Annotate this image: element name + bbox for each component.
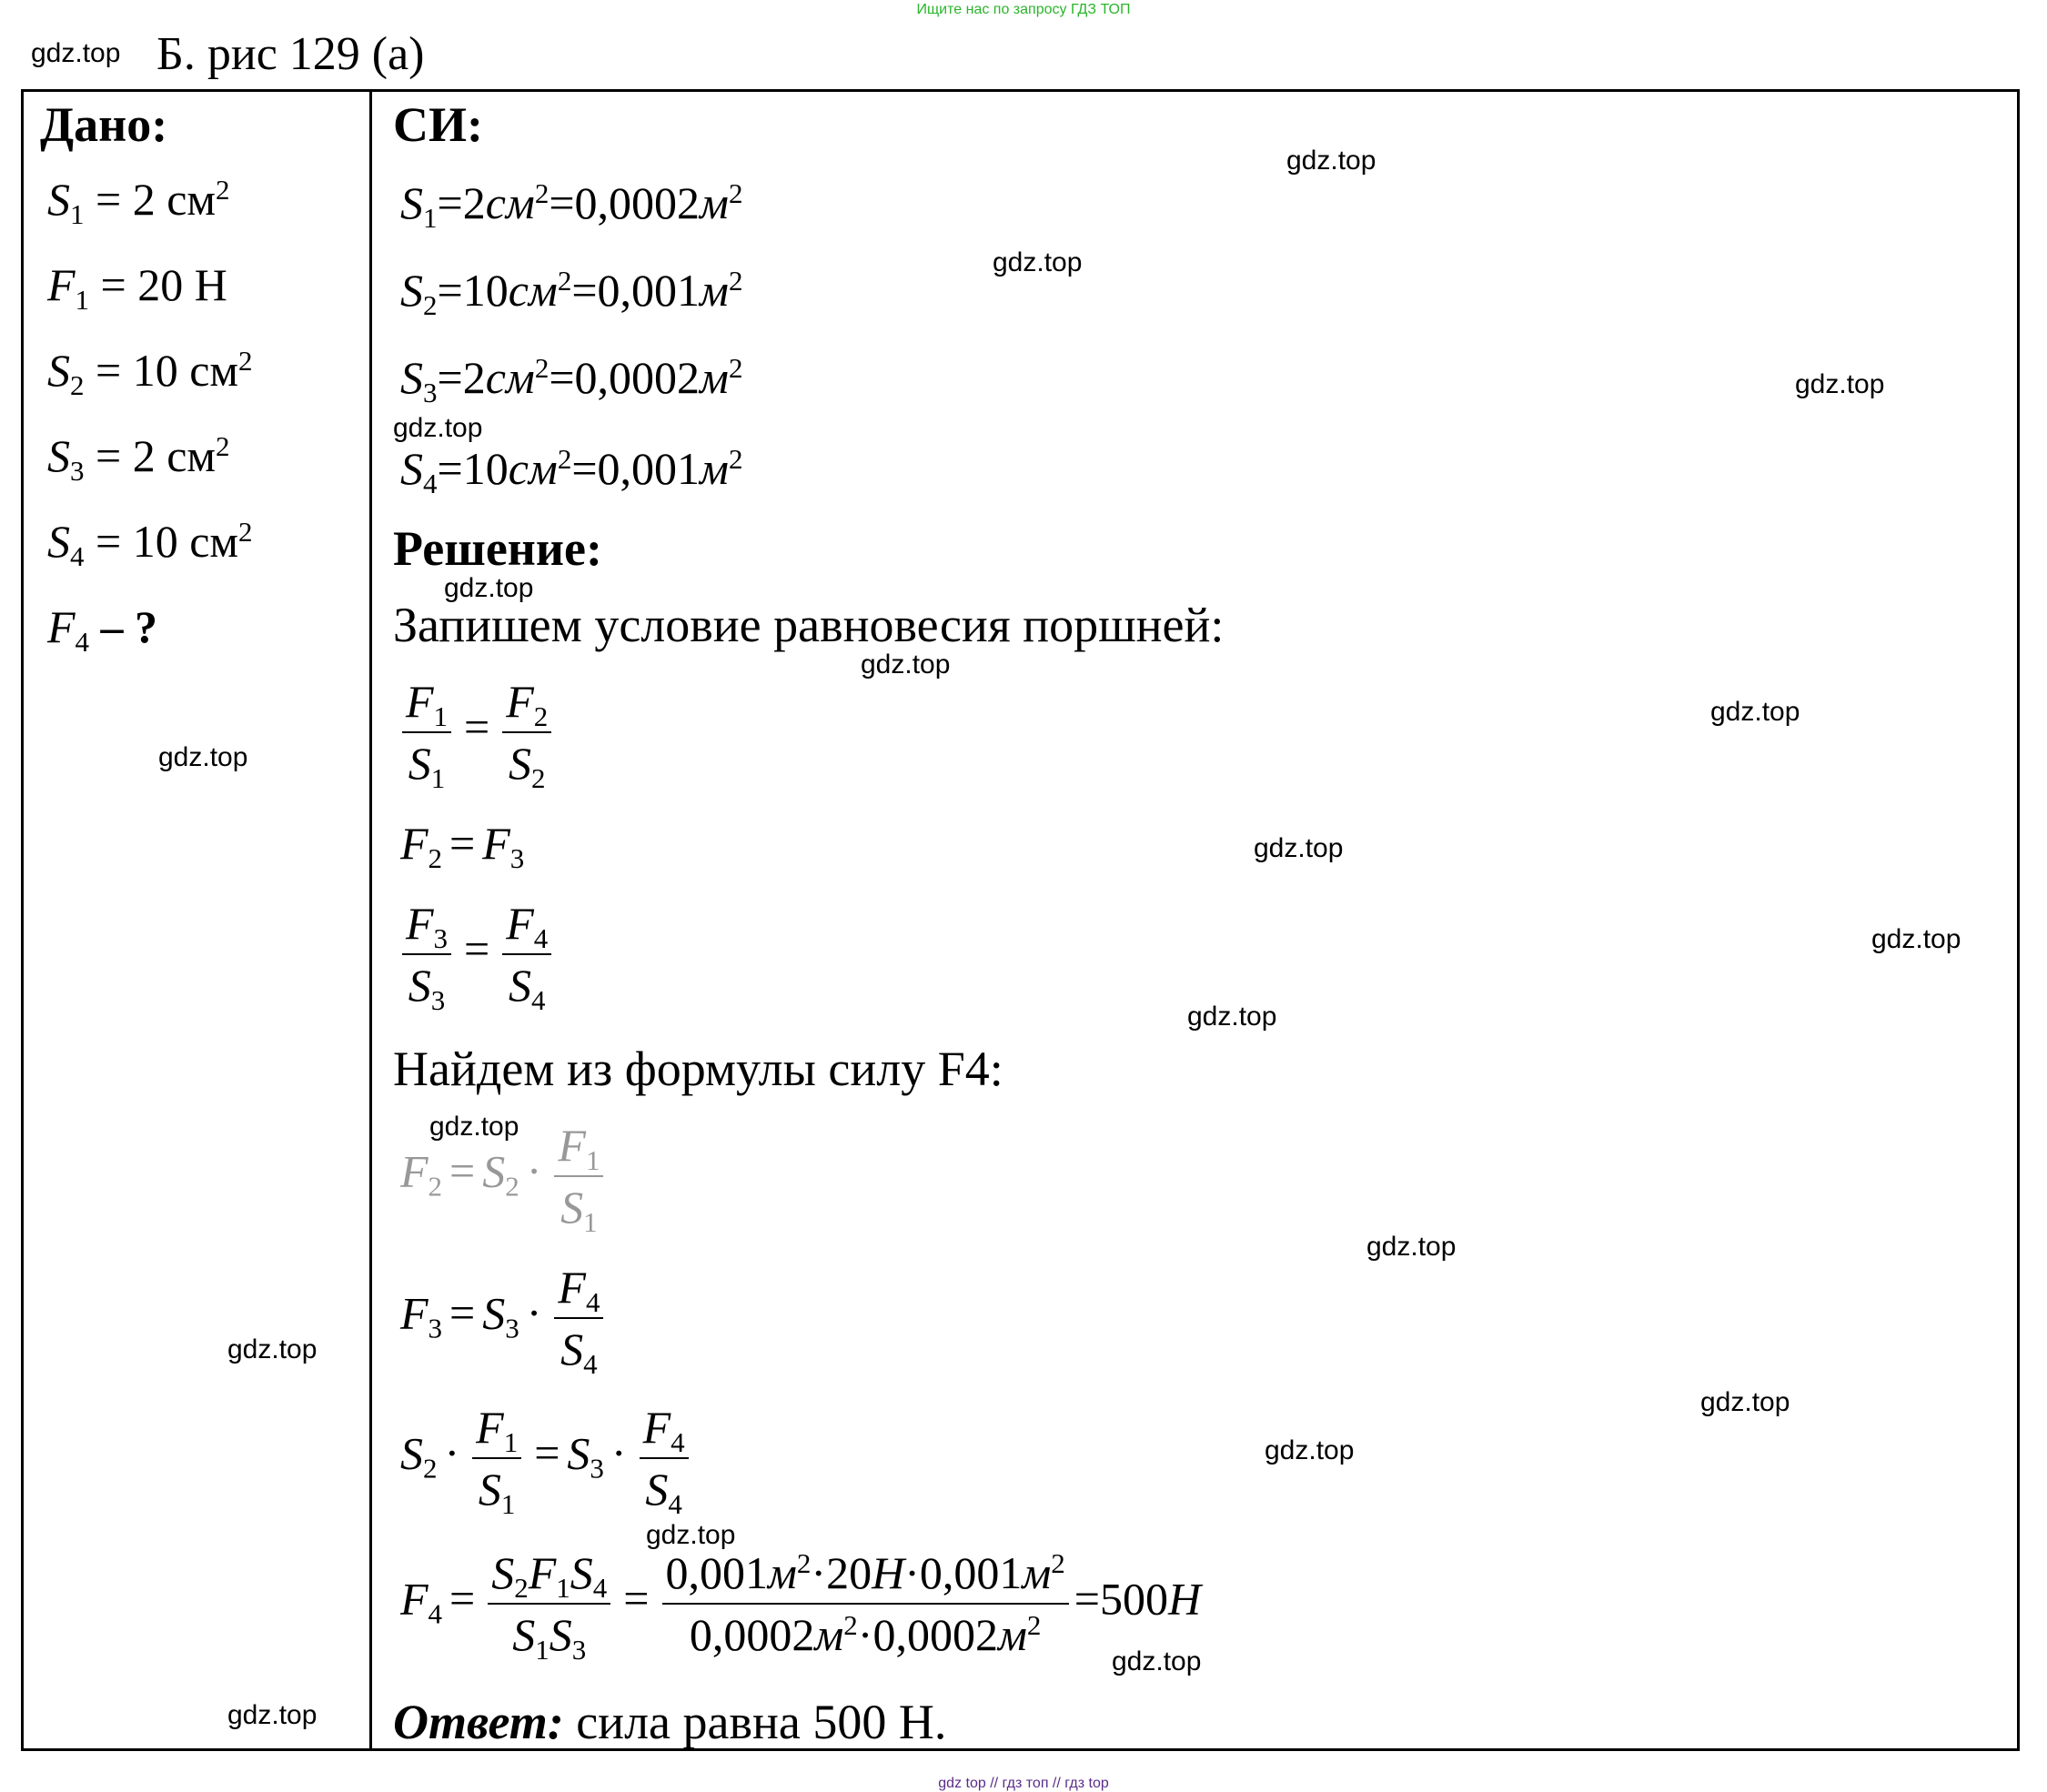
watermark: gdz.top bbox=[227, 1334, 318, 1364]
si-row-s1: $S_1=2см^2=0,0002м^2$ bbox=[400, 176, 743, 234]
watermark: gdz.top bbox=[1265, 1435, 1355, 1465]
equation-6: $S_2$ · $\frac{F_1}{S_1}$ = $S_3$ · $\frac{F_4}{S_4}$ bbox=[400, 1401, 694, 1515]
watermark: gdz.top bbox=[429, 1112, 519, 1142]
si-row-s3: $S_3=2см^2=0,0002м^2$ bbox=[400, 351, 743, 408]
given-s2: $S_2 = 10$ $см^2$ bbox=[47, 344, 253, 401]
si-heading: СИ: bbox=[393, 97, 483, 152]
watermark: gdz.top bbox=[1254, 833, 1344, 863]
given-f4: $F_4$ – ? bbox=[47, 601, 158, 658]
answer: Ответ: сила равна 500 Н. bbox=[393, 1695, 947, 1749]
given-heading: Дано: bbox=[40, 97, 168, 152]
watermark: gdz.top bbox=[31, 38, 121, 68]
watermark: gdz.top bbox=[1112, 1646, 1202, 1676]
given-s1: $S_1 = 2$ $см^2$ bbox=[47, 173, 230, 230]
equation-4: $F_2 = S_2$ · $\frac{F_1}{S_1}$ bbox=[400, 1119, 609, 1233]
page-title: Б. рис 129 (а) bbox=[156, 28, 425, 80]
solution-table bbox=[21, 89, 2020, 1751]
equation-final: $F_4$ = $\frac{S_2F_1S_4}{S_1S_3}$ = $\frac{0,001м^2\cdot 20H\cdot 0,001м^2}{0,0002м^2\cdot 0,0002м^2}$ =500H bbox=[400, 1546, 1202, 1666]
si-row-s4: $S_4=10см^2=0,001м^2$ bbox=[400, 442, 743, 499]
watermark: gdz.top bbox=[1286, 146, 1376, 176]
equation-5: $F_3 = S_3$ · $\frac{F_4}{S_4}$ bbox=[400, 1261, 609, 1375]
footer-links: gdz top // гдз топ // гдз top bbox=[938, 1776, 1109, 1791]
watermark: gdz.top bbox=[1700, 1387, 1790, 1417]
equilibrium-intro: Запишем условие равновесия поршней: bbox=[393, 598, 1225, 652]
watermark: gdz.top bbox=[1366, 1232, 1457, 1262]
watermark: gdz.top bbox=[444, 573, 534, 603]
watermark: gdz.top bbox=[1795, 369, 1885, 399]
watermark: gdz.top bbox=[227, 1700, 318, 1730]
equation-1: $\frac{F_1}{S_1}$ = $\frac{F_2}{S_2}$ bbox=[397, 675, 557, 790]
si-row-s2: $S_2=10см^2=0,001м^2$ bbox=[400, 264, 743, 321]
given-f1: $F_1 = 20$ Н bbox=[47, 259, 227, 316]
watermark: gdz.top bbox=[993, 247, 1083, 277]
watermark: gdz.top bbox=[393, 413, 483, 443]
watermark: gdz.top bbox=[1871, 924, 1961, 954]
search-hint: Ищите нас по запросу ГДЗ ТОП bbox=[916, 2, 1131, 17]
solution-heading: Решение: bbox=[393, 521, 602, 576]
given-s4: $S_4 = 10$ $см^2$ bbox=[47, 515, 253, 572]
watermark: gdz.top bbox=[646, 1520, 736, 1550]
watermark: gdz.top bbox=[861, 649, 951, 680]
equation-2: $F_2 = F_3$ bbox=[400, 818, 525, 874]
watermark: gdz.top bbox=[1710, 697, 1800, 727]
find-f4-text: Найдем из формулы силу F4: bbox=[393, 1042, 1003, 1096]
equation-3: $\frac{F_3}{S_3}$ = $\frac{F_4}{S_4}$ bbox=[397, 897, 557, 1012]
watermark: gdz.top bbox=[1187, 1002, 1277, 1032]
watermark: gdz.top bbox=[158, 742, 248, 772]
column-divider bbox=[369, 89, 372, 1750]
given-s3: $S_3 = 2$ $см^2$ bbox=[47, 429, 230, 487]
